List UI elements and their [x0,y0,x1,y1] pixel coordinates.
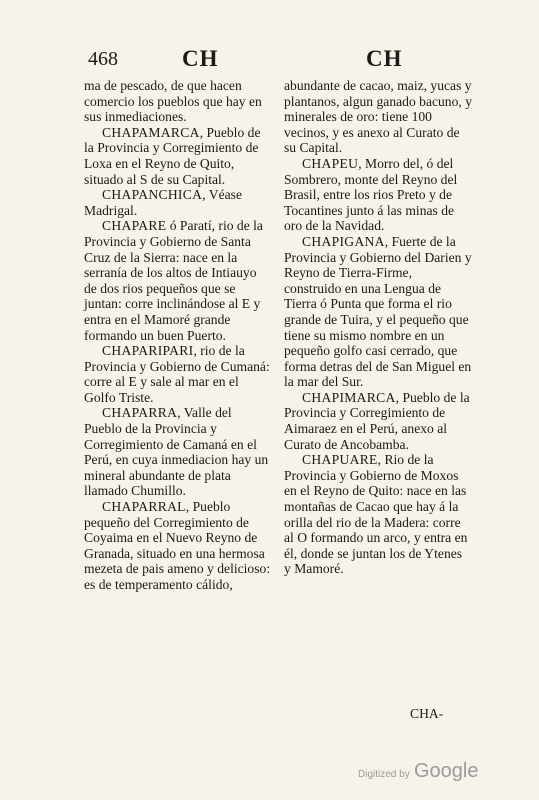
continued-text [84,78,272,125]
entry-text: ó Paratí, rio de la Provincia y Gobierno de Santa Cruz de la Sierra: nace en la serranía de los altos de Intiauyo de dos rios pequeños que se juntan: corre inclinándose al E y entra en el Mamoré grande formando un buen Puerto. [84,218,263,343]
entry-headword: CHAPUARE [302,452,378,468]
dictionary-entry [84,125,272,187]
dictionary-entry [284,390,472,452]
left-column [84,78,272,593]
dictionary-entry [84,405,272,499]
dictionary-entry [84,499,272,593]
dictionary-entry [84,187,272,218]
dictionary-entry [84,218,272,343]
dictionary-entry [84,343,272,405]
google-logo: Google [414,760,479,782]
entry-headword: CHAPAMARCA [102,124,200,140]
entry-headword: CHAPARRA [102,405,178,421]
left-running-head: CH [182,46,219,71]
entry-text: abundante de cacao, maiz, yucas y plantanos, algun ganado bacuno, y minerales de oro: tiene 100 vecinos, y es anexo al Curato de su Capital. [284,78,472,156]
watermark-prefix: Digitized by [358,769,410,780]
entry-headword: CHAPARE [102,218,167,234]
digitized-by-google-watermark [358,760,508,784]
entry-headword: CHAPIMARCA [302,389,396,405]
entry-text: , rio de la Provincia y Gobierno de Cumaná: corre al E y sale al mar en el Golfo Triste. [84,343,270,405]
right-column [284,78,472,577]
entry-headword: CHAPANCHICA [102,187,203,203]
dictionary-entry [284,452,472,577]
page-number: 468 [88,48,118,70]
entry-headword: CHAPARIPARI [102,343,194,359]
entry-text: , Fuerte de la Provincia y Gobierno del Darien y Reyno de Tierra-Firme, construido en una Lengua de Tierra ó Punta que forma el rio grande de Tuira, y el pequeño que tiene su mismo nombre en un pequeño golfo casi cerrado, que forma detras del de San Miguel en la mar del Sur. [284,233,472,390]
entry-text: , Rio de la Provincia y Gobierno de Moxos en el Reyno de Quito: nace en las montañas de Cacao que hay á la orilla del rio de la Madera: corre al O formando un arco, y entra en él, donde se juntan los de Ytenes y Mamoré. [284,452,468,577]
entry-headword: CHAPARRAL [102,499,186,515]
entry-text: ma de pescado, de que hacen comercio los pueblos que hay en sus inmediaciones. [84,78,262,125]
entry-headword: CHAPEU [302,155,359,171]
catchword: CHA- [410,706,444,721]
dictionary-entry [284,234,472,390]
entry-text: , Pueblo pequeño del Corregimiento de Coyaima en el Nuevo Reyno de Granada, situado en una hermosa mezeta de pais ameno y delicioso: es de temperamento cálido, [84,499,271,592]
running-header [0,48,539,76]
entry-text: , Véase Madrigal. [84,187,243,218]
entry-text: , Valle del Pueblo de la Provincia y Corregimiento de Camaná en el Perú, en cuya inmediacion hay un mineral abundante de plata llamado Chumillo. [84,405,269,499]
entry-text: , Pueblo de la Provincia y Corregimiento de Aimaraez en el Perú, anexo al Curato de Ancobamba. [284,389,470,452]
entry-headword: CHAPIGANA [302,233,385,249]
right-running-head: CH [366,46,403,71]
dictionary-entry [284,156,472,234]
continued-text [284,78,472,156]
entry-text: , Pueblo de la Provincia y Corregimiento de Loxa en el Reyno de Quito, situado al S de su Capital. [84,124,261,187]
entry-text: , Morro del, ó del Sombrero, monte del Reyno del Brasil, entre los rios Preto y de Tocantines junto á las minas de oro de la Navidad. [284,155,458,234]
